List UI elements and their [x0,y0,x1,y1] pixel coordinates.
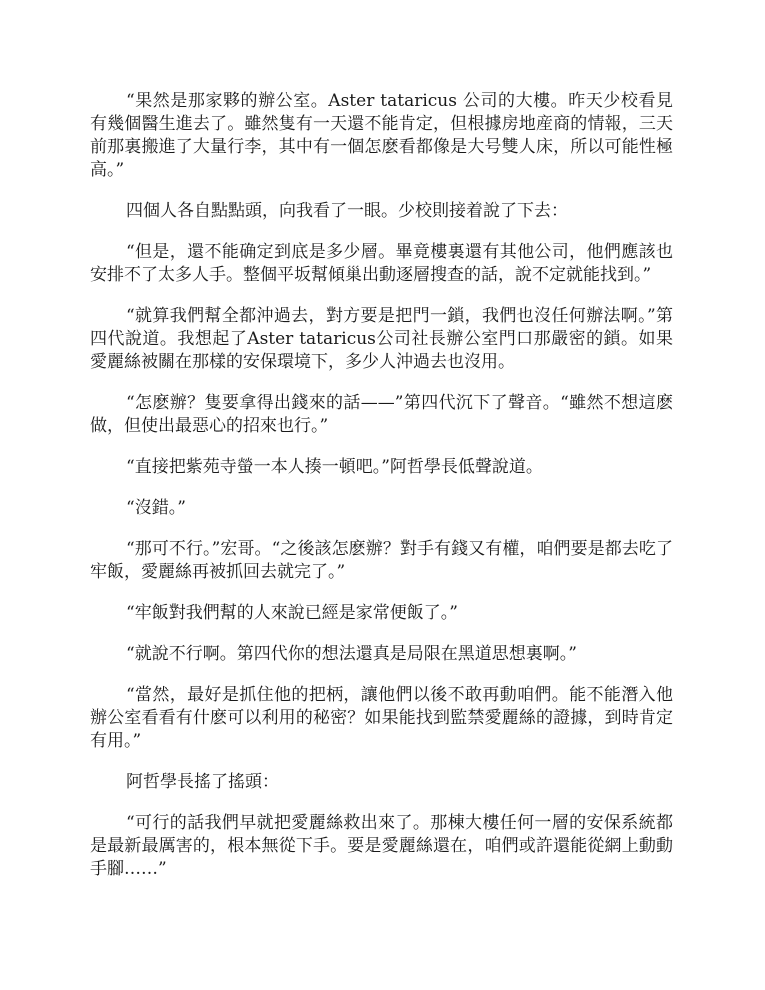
paragraph: 阿哲學長搖了搖頭： [126,772,279,792]
paragraph: “牢飯對我們幫的人來說已經是家常便飯了。” [126,603,458,623]
paragraph: “直接把紫苑寺螢一本人揍一頓吧。”阿哲學長低聲說道。 [126,457,543,477]
paragraph: “沒錯。” [126,498,186,518]
paragraph: “果然是那家夥的辦公室。Aster tataricus 公司的大樓。昨天少校看見有幾個醫生進去了。雖然隻有一天還不能肯定，但根據房地産商的情報，三天前那裏搬進了大量行李，其中有一個怎麽看都像是大号雙人床，所以可能性極高。” [90,91,673,180]
paragraph: “就算我們幫全都沖過去，對方要是把門一鎖，我們也沒任何辦法啊。”第四代說道。我想起了Aster tataricus公司社長辦公室門口那嚴密的鎖。如果愛麗絲被關在那樣的安保環境下，多少人沖過去也沒用。 [90,306,673,372]
paragraph: “可行的話我們早就把愛麗絲救出來了。那棟大樓任何一層的安保系統都是最新最厲害的，根本無從下手。要是愛麗絲還在，咱們或許還能從網上動動手腳……” [90,813,673,879]
paragraph: “怎麽辦？隻要拿得出錢來的話——”第四代沉下了聲音。“雖然不想這麽做，但使出最惡心的招來也行。” [90,393,673,436]
paragraph: “當然，最好是抓住他的把柄，讓他們以後不敢再動咱們。能不能潛入他辦公室看看有什麽可以利用的秘密？如果能找到監禁愛麗絲的證據，到時肯定有用。” [90,685,673,751]
paragraph: 四個人各自點點頭，向我看了一眼。少校則接着說了下去： [126,201,568,221]
paragraph: “但是，還不能确定到底是多少層。畢竟樓裏還有其他公司，他們應該也安排不了太多人手。整個平坂幫傾巢出動逐層搜查的話，說不定就能找到。” [90,242,673,285]
paragraph: “那可不行。”宏哥。“之後該怎麽辦？對手有錢又有權，咱們要是都去吃了牢飯，愛麗絲再被抓回去就完了。” [90,539,673,582]
paragraph: “就說不行啊。第四代你的想法還真是局限在黑道思想裏啊。” [126,644,577,664]
